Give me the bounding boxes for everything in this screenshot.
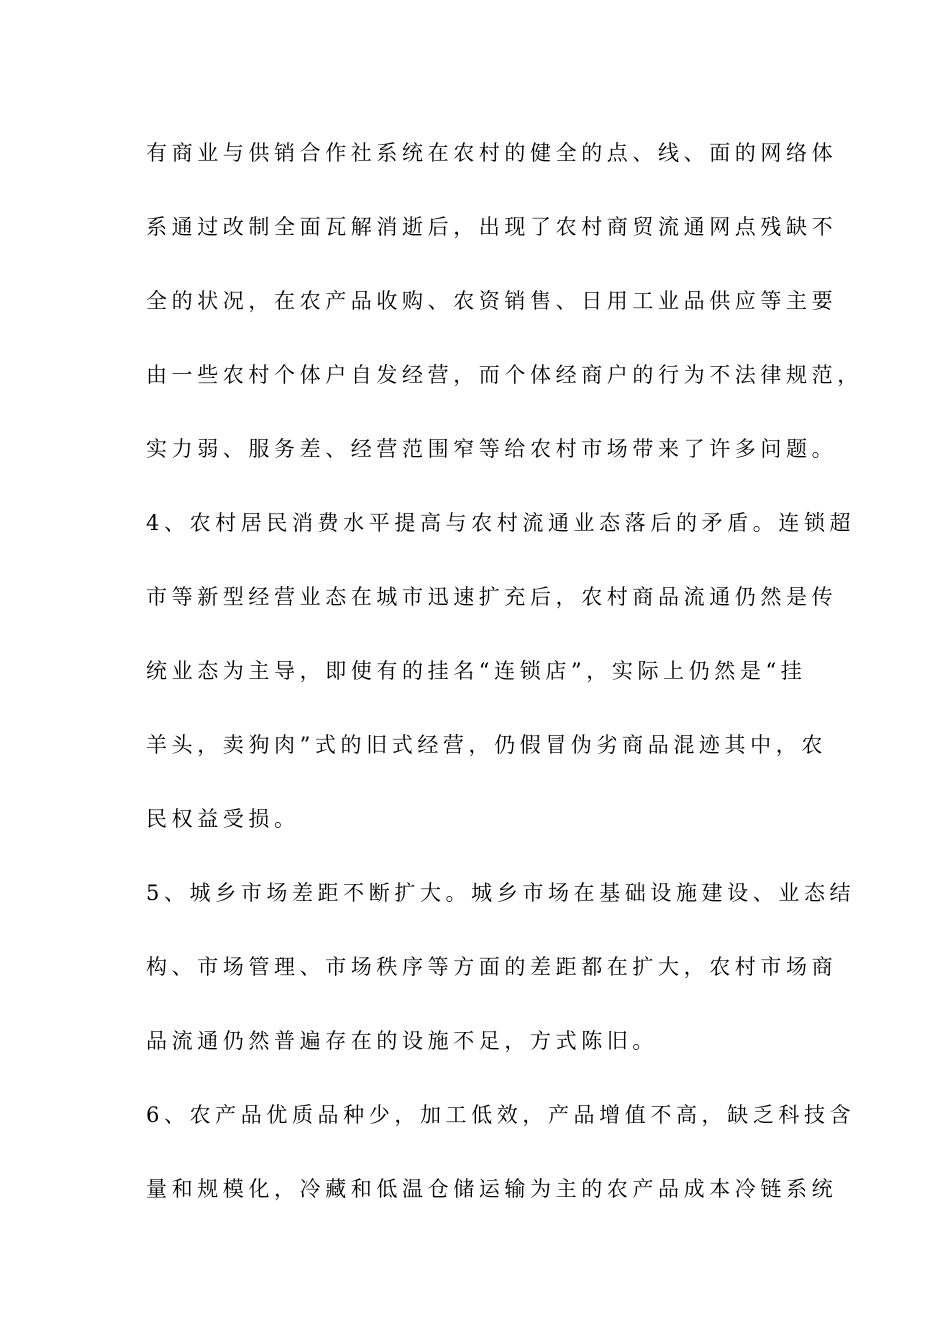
text-line: 统业态为主导，即使有的挂名“连锁店”，实际上仍然是“挂	[146, 659, 807, 683]
text-line: 构、市场管理、市场秩序等方面的差距都在扩大，农村市场商	[146, 955, 838, 979]
text-line: 羊头，卖狗肉”式的旧式经营，仍假冒伪劣商品混迹其中，农	[146, 733, 827, 757]
text-line: 市等新型经营业态在城市迅速扩充后，农村商品流通仍然是传	[146, 585, 838, 609]
text-line: 由一些农村个体户自发经营，而个体经商户的行为不法律规范，	[146, 363, 863, 387]
text-line: 品流通仍然普遍存在的设施不足，方式陈旧。	[146, 1029, 658, 1053]
text-line: 系通过改制全面瓦解消逝后，出现了农村商贸流通网点残缺不	[146, 215, 838, 239]
paragraph-4-start: 4、农村居民消费水平提高与农村流通业态落后的矛盾。连锁超	[146, 511, 856, 535]
text-line: 量和规模化，冷藏和低温仓储运输为主的农产品成本冷链系统	[146, 1177, 838, 1201]
text-line: 全的状况，在农产品收购、农资销售、日用工业品供应等主要	[146, 289, 838, 313]
text-line: 实力弱、服务差、经营范围窄等给农村市场带来了许多问题。	[146, 437, 838, 461]
text-line: 民权益受损。	[146, 807, 300, 831]
paragraph-5-start: 5、城乡市场差距不断扩大。城乡市场在基础设施建设、业态结	[146, 881, 856, 905]
text-line: 有商业与供销合作社系统在农村的健全的点、线、面的网络体	[146, 141, 838, 165]
paragraph-6-start: 6、农产品优质品种少，加工低效，产品增值不高，缺乏科技含	[146, 1103, 856, 1127]
